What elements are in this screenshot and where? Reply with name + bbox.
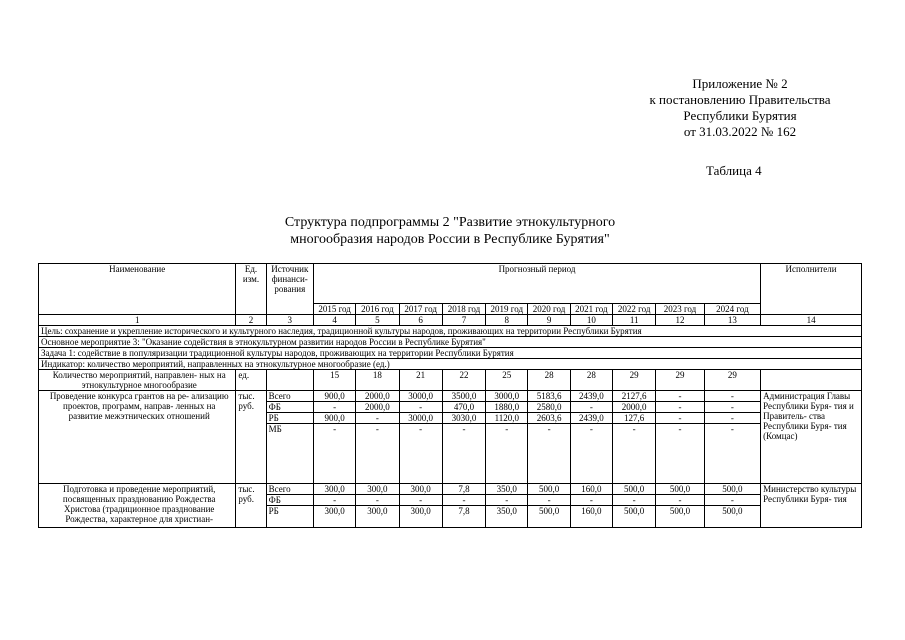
col-number: 4 <box>313 315 355 326</box>
year-cell: 2020 год <box>528 304 570 315</box>
col-number: 9 <box>528 315 570 326</box>
value-cell: 2000,0 <box>613 402 656 413</box>
value-cell: 900,0 <box>313 391 355 402</box>
indicator-name: Количество мероприятий, направлен- ных на этнокультурное многообразие <box>39 370 236 391</box>
value-cell: 500,0 <box>656 506 704 528</box>
value-cell: - <box>313 424 355 484</box>
value-cell: - <box>486 424 528 484</box>
value-cell: 2000,0 <box>356 391 399 402</box>
goal-text: Цель: сохранение и укрепление исторического и культурного наследия, традиционной культуры народов, проживающих на территории Республики Бурятия <box>39 326 862 337</box>
subprogram-structure-table <box>38 263 862 528</box>
year-cell: 2016 год <box>356 304 399 315</box>
event2-executor: Министерство культуры Республики Буря- тия <box>761 484 862 528</box>
source-cell: РБ <box>266 506 313 528</box>
indicator-row <box>39 359 862 370</box>
col-number: 10 <box>570 315 612 326</box>
column-numbers-row <box>39 315 862 326</box>
value-cell: - <box>528 424 570 484</box>
value-cell: - <box>528 495 570 506</box>
document-title <box>200 214 700 248</box>
value-cell: 500,0 <box>656 484 704 495</box>
value-cell: - <box>356 424 399 484</box>
task-text: Задача 1: содействие в популяризации традиционной культуры народов, проживающих на территории Республики Бурятия <box>39 348 862 359</box>
value-cell: - <box>656 413 704 424</box>
appendix-line: Приложение № 2 <box>692 76 788 91</box>
value-cell: 3000,0 <box>399 391 442 402</box>
year-cell: 2018 год <box>442 304 485 315</box>
indicator-value: 29 <box>613 370 656 391</box>
indicator-text: Индикатор: количество мероприятий, направленных на этнокультурное многообразие (ед.) <box>39 359 862 370</box>
task-row <box>39 348 862 359</box>
source-cell: Всего <box>266 391 313 402</box>
value-cell: 500,0 <box>704 484 760 495</box>
value-cell: 1880,0 <box>486 402 528 413</box>
value-cell: 350,0 <box>486 506 528 528</box>
col-number: 13 <box>704 315 760 326</box>
value-cell: 2127,6 <box>613 391 656 402</box>
value-cell: 300,0 <box>399 484 442 495</box>
value-cell: - <box>313 402 355 413</box>
event1-unit: тыс. руб. <box>236 391 266 484</box>
value-cell: 900,0 <box>313 413 355 424</box>
value-cell: 500,0 <box>528 484 570 495</box>
year-cell: 2019 год <box>486 304 528 315</box>
value-cell: - <box>704 402 760 413</box>
col-number: 1 <box>39 315 236 326</box>
value-cell: - <box>704 495 760 506</box>
table-number-label: Таблица 4 <box>706 163 762 178</box>
value-cell: 300,0 <box>313 506 355 528</box>
indicator-value: 28 <box>528 370 570 391</box>
value-cell: 5183,6 <box>528 391 570 402</box>
main-event-text: Основное мероприятие 3: "Оказание содействия в этнокультурном развитии народов России в Республике Бурятия" <box>39 337 862 348</box>
value-cell: - <box>613 424 656 484</box>
value-cell: - <box>656 402 704 413</box>
value-cell: 7,8 <box>442 506 485 528</box>
source-cell: Всего <box>266 484 313 495</box>
title-line: Структура подпрограммы 2 "Развитие этнокультурного <box>284 215 616 230</box>
value-cell: 300,0 <box>399 506 442 528</box>
indicator-value: 15 <box>313 370 355 391</box>
value-cell: 300,0 <box>356 484 399 495</box>
value-cell: - <box>613 495 656 506</box>
indicator-value: 29 <box>704 370 760 391</box>
event2-row-total <box>39 484 862 495</box>
value-cell: 3030,0 <box>442 413 485 424</box>
value-cell: 300,0 <box>313 484 355 495</box>
value-cell: - <box>356 413 399 424</box>
value-cell: - <box>442 495 485 506</box>
event1-name: Проведение конкурса грантов на ре- ализацию проектов, программ, направ- ленных на развитие межэтнических отношений <box>39 391 236 484</box>
value-cell: 160,0 <box>570 484 612 495</box>
source-cell: МБ <box>266 424 313 484</box>
value-cell: - <box>656 495 704 506</box>
indicator-values-row <box>39 370 862 391</box>
col-number: 5 <box>356 315 399 326</box>
value-cell: 3500,0 <box>442 391 485 402</box>
indicator-value: 28 <box>570 370 612 391</box>
indicator-value: 21 <box>399 370 442 391</box>
header-name: Наименование <box>39 264 236 315</box>
col-number: 8 <box>486 315 528 326</box>
col-number: 12 <box>656 315 704 326</box>
year-cell: 2017 год <box>399 304 442 315</box>
header-executors: Исполнители <box>761 264 862 315</box>
goal-row <box>39 326 862 337</box>
value-cell: 3000,0 <box>486 391 528 402</box>
value-cell: 3000,0 <box>399 413 442 424</box>
value-cell: - <box>656 424 704 484</box>
value-cell: - <box>704 424 760 484</box>
appendix-line: Республики Бурятия <box>683 108 797 123</box>
value-cell: 2439,0 <box>570 413 612 424</box>
event2-unit: тыс. руб. <box>236 484 266 528</box>
appendix-header <box>600 76 880 140</box>
source-cell: ФБ <box>266 495 313 506</box>
header-forecast: Прогнозный период <box>313 264 760 304</box>
value-cell: 7,8 <box>442 484 485 495</box>
indicator-executor <box>761 370 862 391</box>
indicator-value: 25 <box>486 370 528 391</box>
appendix-line: к постановлению Правительства <box>649 92 831 107</box>
header-source: Источник финанси- рования <box>266 264 313 315</box>
title-line: многообразия народов России в Республике Бурятия" <box>290 232 610 247</box>
value-cell: - <box>313 495 355 506</box>
value-cell: 350,0 <box>486 484 528 495</box>
year-cell: 2022 год <box>613 304 656 315</box>
indicator-unit: ед. <box>236 370 266 391</box>
value-cell: - <box>399 424 442 484</box>
value-cell: - <box>399 402 442 413</box>
source-cell: ФБ <box>266 402 313 413</box>
value-cell: 500,0 <box>528 506 570 528</box>
year-cell: 2024 год <box>704 304 760 315</box>
header-row <box>39 264 862 304</box>
value-cell: - <box>356 495 399 506</box>
event2-name: Подготовка и проведение мероприятий, посвященных празднованию Рождества Христова (традиционное празднование Рождества, характерное для христиан- <box>39 484 236 528</box>
year-cell: 2023 год <box>656 304 704 315</box>
main-event-row <box>39 337 862 348</box>
header-unit: Ед. изм. <box>236 264 266 315</box>
value-cell: 500,0 <box>613 484 656 495</box>
value-cell: 2000,0 <box>356 402 399 413</box>
value-cell: - <box>442 424 485 484</box>
value-cell: 500,0 <box>704 506 760 528</box>
indicator-value: 22 <box>442 370 485 391</box>
value-cell: - <box>486 495 528 506</box>
appendix-line: от 31.03.2022 № 162 <box>683 124 797 139</box>
col-number: 7 <box>442 315 485 326</box>
value-cell: - <box>570 495 612 506</box>
col-number: 6 <box>399 315 442 326</box>
value-cell: 160,0 <box>570 506 612 528</box>
value-cell: 2603,6 <box>528 413 570 424</box>
value-cell: - <box>704 391 760 402</box>
value-cell: - <box>570 402 612 413</box>
value-cell: 1120,0 <box>486 413 528 424</box>
value-cell: 500,0 <box>613 506 656 528</box>
year-cell: 2021 год <box>570 304 612 315</box>
event1-executor: Администрация Главы Республики Буря- тия и Правитель- ства Республики Буря- тия (Комцас) <box>761 391 862 484</box>
value-cell: - <box>704 413 760 424</box>
value-cell: - <box>656 391 704 402</box>
col-number: 3 <box>266 315 313 326</box>
indicator-value: 29 <box>656 370 704 391</box>
value-cell: - <box>570 424 612 484</box>
source-cell: РБ <box>266 413 313 424</box>
col-number: 2 <box>236 315 266 326</box>
value-cell: 2439,0 <box>570 391 612 402</box>
event1-row-total <box>39 391 862 402</box>
value-cell: 300,0 <box>356 506 399 528</box>
indicator-value: 18 <box>356 370 399 391</box>
col-number: 11 <box>613 315 656 326</box>
year-cell: 2015 год <box>313 304 355 315</box>
indicator-source <box>266 370 313 391</box>
value-cell: 2580,0 <box>528 402 570 413</box>
value-cell: - <box>399 495 442 506</box>
col-number: 14 <box>761 315 862 326</box>
value-cell: 127,6 <box>613 413 656 424</box>
value-cell: 470,0 <box>442 402 485 413</box>
